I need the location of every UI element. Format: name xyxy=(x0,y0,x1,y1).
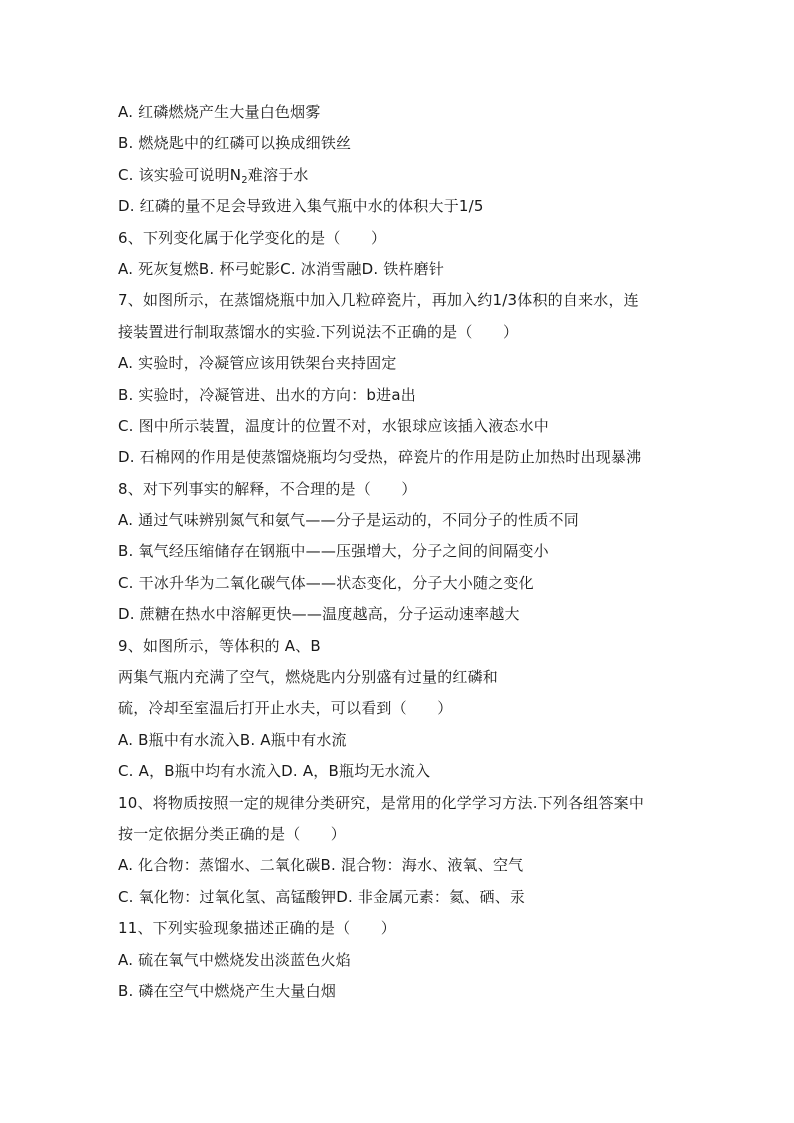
option-7c: C. 图中所示装置，温度计的位置不对，水银球应该插入液态水中 xyxy=(118,416,550,435)
option-5d: D. 红磷的量不足会导致进入集气瓶中水的体积大于1/5 xyxy=(118,197,484,216)
question-9-line2: 两集气瓶内充满了空气，燃烧匙内分别盛有过量的红磷和 xyxy=(118,668,499,687)
question-10-line1: 10、将物质按照一定的规律分类研究，是常用的化学学习方法.下列各组答案中 xyxy=(118,793,645,812)
question-7-line1: 7、如图所示，在蒸馏烧瓶中加入几粒碎瓷片，再加入约1/3体积的自来水，连 xyxy=(118,291,639,310)
option-7b: B. 实验时，冷凝管进、出水的方向：b进a出 xyxy=(118,385,416,404)
question-10-line2: 按一定依据分类正确的是（ ） xyxy=(118,824,347,843)
options-9ab: A. B瓶中有水流入B. A瓶中有水流 xyxy=(118,730,347,749)
option-7a: A. 实验时，冷凝管应该用铁架台夹持固定 xyxy=(118,354,397,373)
question-6: 6、下列变化属于化学变化的是（ ） xyxy=(118,228,387,247)
question-9-line1: 9、如图所示，等体积的 A、B xyxy=(118,636,321,655)
option-5c-suffix: 难溶于水 xyxy=(247,165,309,184)
option-8a: A. 通过气味辨别氮气和氨气——分子是运动的，不同分子的性质不同 xyxy=(118,511,579,530)
option-7d: D. 石棉网的作用是使蒸馏烧瓶均匀受热，碎瓷片的作用是防止加热时出现暴沸 xyxy=(118,448,642,467)
options-10ab: A. 化合物：蒸馏水、二氧化碳B. 混合物：海水、液氧、空气 xyxy=(118,856,524,875)
option-11b: B. 磷在空气中燃烧产生大量白烟 xyxy=(118,981,337,1000)
option-8b: B. 氧气经压缩储存在钢瓶中——压强增大，分子之间的间隔变小 xyxy=(118,542,549,561)
option-8d: D. 蔗糖在热水中溶解更快——温度越高，分子运动速率越大 xyxy=(118,605,520,624)
question-11: 11、下列实验现象描述正确的是（ ） xyxy=(118,919,396,938)
option-5c-text: C. 该实验可说明N xyxy=(118,165,242,184)
option-8c: C. 干冰升华为二氧化碳气体——状态变化，分子大小随之变化 xyxy=(118,573,534,592)
option-5c xyxy=(118,160,678,191)
option-5a: A. 红磷燃烧产生大量白色烟雾 xyxy=(118,103,321,121)
option-5b: B. 燃烧匙中的红磷可以换成细铁丝 xyxy=(118,134,352,153)
question-7-line2: 接装置进行制取蒸馏水的实验.下列说法不正确的是（ ） xyxy=(118,322,519,341)
question-text-block xyxy=(118,97,678,1007)
options-6: A. 死灰复燃B. 杯弓蛇影C. 冰消雪融D. 铁杵磨针 xyxy=(118,259,445,278)
option-11a: A. 硫在氧气中燃烧发出淡蓝色火焰 xyxy=(118,950,351,969)
question-8: 8、对下列事实的解释，不合理的是（ ） xyxy=(118,479,417,498)
question-9-line3: 硫，冷却至室温后打开止水夫，可以看到（ ） xyxy=(118,699,453,718)
options-9cd: C. A，B瓶中均有水流入D. A，B瓶均无水流入 xyxy=(118,762,431,781)
option-5c-subscript: 2 xyxy=(241,174,248,186)
options-10cd: C. 氧化物：过氧化氢、高锰酸钾D. 非金属元素：氦、硒、汞 xyxy=(118,887,526,906)
